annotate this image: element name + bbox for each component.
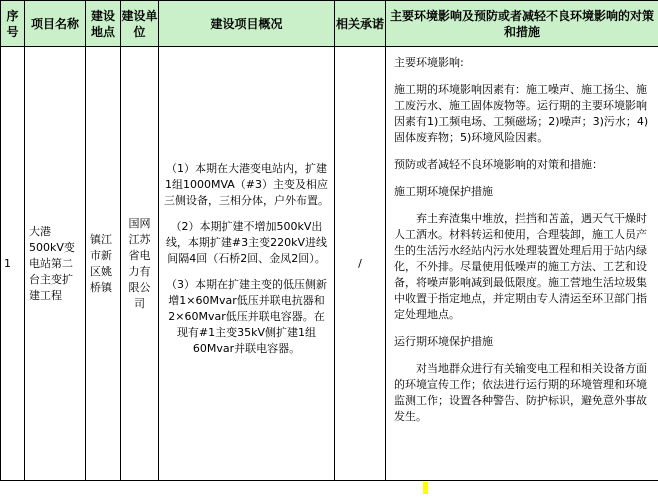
operation-text: 对当地群众进行有关输变电工程和相关设备方面的环境宣传工作；依法进行运行期的环境管理和环境监测工作；设置各种警告、防护标识，避免意外事故发生。 <box>394 362 647 423</box>
cell-unit: 国网江苏省电力有限公司 <box>121 47 159 481</box>
operation-title: 运行期环境保护措施 <box>394 335 493 348</box>
construction-title: 施工期环境保护措施 <box>394 185 493 198</box>
construction-text: 弃土弃渣集中堆放，拦挡和苫盖，遇天气干燥时人工洒水。材料转运和使用，合理装卸，施工人员产生的生活污水经站内污水处理装置处理后用于站内绿化，不外排。尽量使用低噪声的施工方法、工艺和设备，将噪声影响减到最低限度。施工营地生活垃圾集中收置于指定地点，并定期由专人清运至环卫部门指定处理地点。 <box>394 212 647 321</box>
table-row <box>1 47 658 481</box>
overview-item-2: （2）本期扩建不增加500kV出线，本期扩建#3主变220kV进线间隔4回（石桥2回、金凤2回）。 <box>165 219 328 265</box>
cell-location: 镇江市新区姚桥镇 <box>86 47 121 481</box>
header-commitment: 相关承诺 <box>335 1 386 47</box>
impact-text: 施工期的环境影响因素有：施工噪声、施工扬尘、施工废污水、施工固体废物等。运行期的主要环境影响因素有1)工频电场、工频磁场；2)噪声；3)污水；4)固体废弃物；5)环境风险因素。 <box>394 83 649 144</box>
cell-overview <box>159 47 335 481</box>
highlight-mark <box>423 482 428 494</box>
overview-item-3: （3）本期在扩建主变的低压侧新增1×60Mvar低压并联电抗器和2×60Mvar低压并联电容器。在现有#1主变35kV侧扩建1组60Mvar并联电容器。 <box>166 277 327 355</box>
header-overview: 建设项目概况 <box>159 1 335 47</box>
cell-commitment: / <box>335 47 386 481</box>
prevent-title: 预防或者减轻不良环境影响的对策和措施： <box>394 158 603 171</box>
impact-title: 主要环境影响: <box>394 56 464 69</box>
header-location: 建设地点 <box>86 1 121 47</box>
header-seq: 序号 <box>1 1 25 47</box>
header-name: 项目名称 <box>25 1 86 47</box>
header-measures: 主要环境影响及预防或者减轻不良环境影响的对策和措施 <box>386 1 658 47</box>
cell-measures <box>386 47 658 481</box>
table-header-row <box>1 1 658 47</box>
overview-item-1: （1）本期在大港变电站内，扩建1组1000MVA（#3）主变及相应三侧设备，三相分体，户外布置。 <box>164 161 329 207</box>
header-unit: 建设单位 <box>121 1 159 47</box>
cell-seq: 1 <box>1 47 25 481</box>
cell-name: 大港500kV变电站第二台主变扩建工程 <box>25 47 86 481</box>
